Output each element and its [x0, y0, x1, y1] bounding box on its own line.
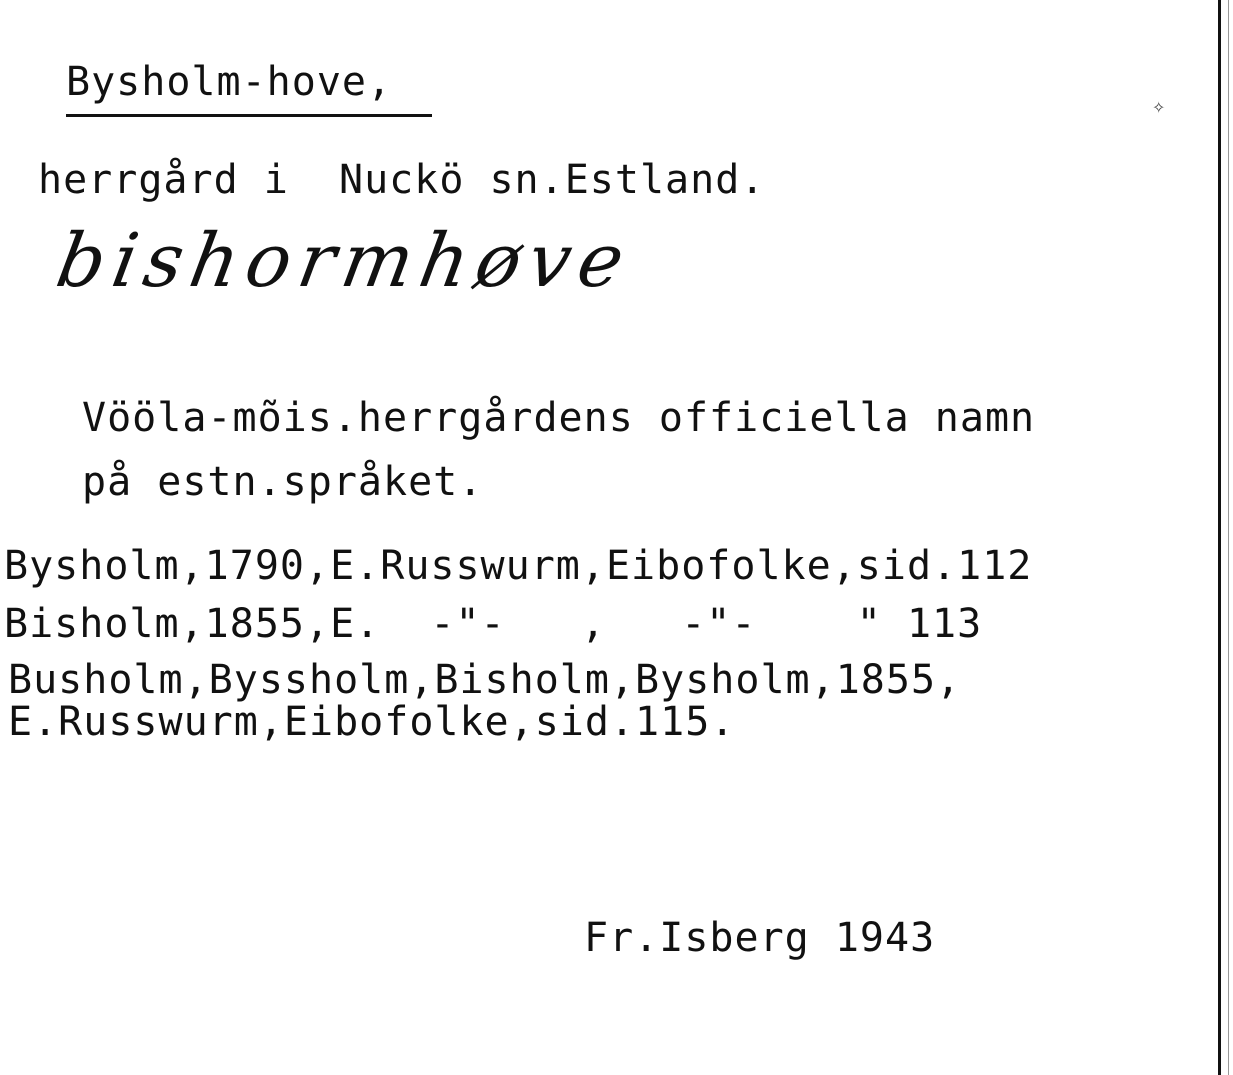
source-line-1: Bysholm,1790,E.Russwurm,Eibofolke,sid.112 — [4, 543, 1033, 589]
note-line-1: Vööla-mõis.herrgårdens officiella namn — [82, 395, 1036, 441]
location-line: herrgård i Nuckö sn.Estland. — [38, 157, 766, 203]
title-underline — [66, 114, 432, 117]
card-title: Bysholm-hove, — [66, 59, 393, 105]
signature-line: Fr.Isberg 1943 — [584, 915, 936, 961]
card-right-edge — [1218, 0, 1221, 1075]
note-line-2: på estn.språket. — [82, 459, 484, 505]
handwritten-form: bishormhøve — [50, 218, 639, 304]
source-line-2: Bisholm,1855,E. -"- , -"- " 113 — [4, 601, 983, 647]
card-right-edge-shadow — [1228, 0, 1229, 1075]
ink-speck: ✧ — [1152, 98, 1166, 117]
source-line-4: E.Russwurm,Eibofolke,sid.115. — [8, 699, 736, 745]
source-line-3: Busholm,Byssholm,Bisholm,Bysholm,1855, — [8, 657, 962, 703]
